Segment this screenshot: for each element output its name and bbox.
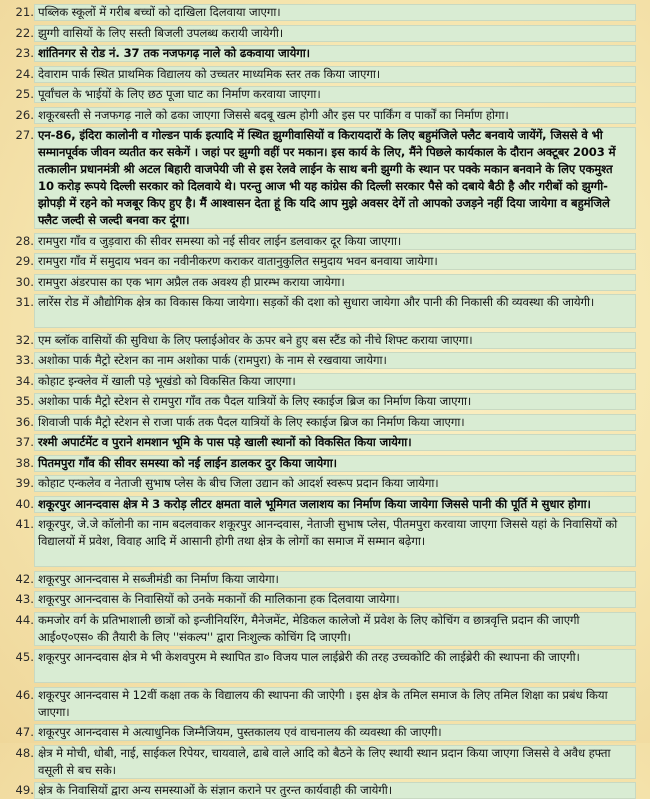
item-number: 27. <box>15 128 34 142</box>
item-number: 40. <box>15 496 34 511</box>
list-item <box>0 253 650 270</box>
list-item <box>0 86 650 103</box>
list-item <box>0 66 650 83</box>
item-number: 22. <box>15 25 34 40</box>
item-number: 30. <box>15 274 34 289</box>
item-text: देवाराम पार्क स्थित प्राथमिक विद्यालय को उच्चतर माध्यमिक स्तर तक किया जाएगा। <box>38 66 381 81</box>
item-text: शकूरबस्ती से नजफगढ़ नाले को ढका जाएगा जिससे बदबू खत्म होगी और इस पर पार्किंग व पार्कों का निर्माण होगा। <box>38 107 509 122</box>
list-item <box>0 455 650 472</box>
list-item <box>0 434 650 451</box>
item-number: 39. <box>15 476 34 490</box>
item-number: 44. <box>15 612 34 627</box>
list-item <box>0 4 650 21</box>
item-number: 45. <box>15 650 34 664</box>
list-item <box>0 294 650 328</box>
item-text: अशोका पार्क मैट्रो स्टेशन का नाम अशोका पार्क (रामपुरा) के नाम से रखवाया जायेगा। <box>38 353 387 367</box>
item-number: 23. <box>15 46 34 60</box>
item-number: 31. <box>15 295 34 309</box>
list-item <box>0 352 650 369</box>
list-item <box>0 516 650 567</box>
list-item <box>0 591 650 608</box>
item-text: शकूरपुर आनन्दवास मे अत्याधुनिक जिम्नैजियम, पुस्तकालय एवं वाचनालय की व्यवस्था की जाएगी। <box>38 725 442 739</box>
item-number: 37. <box>15 435 34 449</box>
item-number: 26. <box>15 107 34 122</box>
item-text: शकूरपुर आनन्दवास क्षेत्र मे भी केशवपुरम मे स्थापित डा० विजय पाल लाईब्रेरी की तरह उच्चकोटि की लाईब्रेरी की स्थापना की जाएगी। <box>38 650 580 664</box>
item-text: शकूरपुर आनन्दवास मे सब्जीमंडी का निर्माण किया जायेगा। <box>38 571 279 586</box>
item-text: शकूरपुर, जे.जे कॉलोनी का नाम बदलवाकर शकूरपुर आनन्दवास, नेताजी सुभाष प्लेस, पीतमपुरा करवाया जाएगा जिससे यहां के निवासियों को विद्यालयों में प्रवेश, विवाह आदि में आसानी होगी तथा क्षेत्र के लोगों का समाज में सम्मान बढ़ेगा। <box>38 517 618 548</box>
list-item <box>0 107 650 124</box>
item-text: शांतिनगर से रोड नं. 37 तक नजफगढ़ नाले को ढकवाया जायेगा। <box>38 46 310 60</box>
item-text: कोहाट एन्कलेव व नेताजी सुभाष प्लेस के बीच जिला उद्यान को आदर्श स्वरूप प्रदान किया जायेगा। <box>38 476 439 490</box>
list-item <box>0 25 650 42</box>
item-number: 24. <box>15 66 34 81</box>
item-text: एन-86, इंदिरा कालोनी व गोल्डन पार्क इत्यादि में स्थित झुग्गीवासियों व किरायदारों के लिए बहुमंजिले फ्लैट बनवाये जायेंगें, जिससे वे भी सम्मानपूर्वक जीवन व्यतीत कर सकेगें । जहां पर झुग्गी वहीं पर मकान। इस कार्य के लिए, मैंने पिछले कार्यकाल के दौरान अक्टूबर 2003 में तत्कालीन प्रधानमंत्री श्री अटल बिहारी वाजपेयी जी से इस रेलवे लाईन के साथ बनी झुग्गी के स्थान पर पक्के मकान बनवाने के लिए एकमुश्त 10 करोड़ रूपये दिल्ली सरकार को दिलवाये थे। परन्तु आज भी यह कांग्रेस की दिल्ली सरकार पैसे को दबाये बैठी है और गरीबों को झुग्गी-झोपड़ी में रहने को मजबूर किए हुए है। मैं आश्वासन देता हूं कि यदि आप मुझे अवसर देगें तो आपको उजड़ने नहीं दिया जायेगा व बहुमंजिले फ्लैट जल्दी से जल्दी बनवा कर दूंगा। <box>38 128 616 227</box>
item-text: रामपुरा गाँव में समुदाय भवन का नवीनीकरण कराकर वातानुकुलित समुदाय भवन बनवाया जायेगा। <box>38 254 438 268</box>
list-item <box>0 782 650 799</box>
item-number: 33. <box>15 353 34 367</box>
item-text: रामपुरा गाँव व जुड़वारा की सीवर समस्या को नई सीवर लाईन डलवाकर दूर किया जाएगा। <box>38 233 402 248</box>
list-item <box>0 496 650 513</box>
list-item <box>0 687 650 721</box>
list-item <box>0 45 650 62</box>
item-text: पूर्वांचल के भाईयों के लिए छठ पूजा घाट का निर्माण करवाया जाएगा। <box>38 87 321 101</box>
list-item <box>0 475 650 492</box>
list-item <box>0 332 650 349</box>
item-number: 21. <box>15 5 34 19</box>
list-item <box>0 373 650 390</box>
item-number: 38. <box>15 455 34 470</box>
list-item <box>0 571 650 588</box>
item-text: झुग्गी वासियों के लिए सस्ती बिजली उपलब्ध करायी जायेगी। <box>38 25 284 40</box>
item-number: 35. <box>15 394 34 408</box>
item-number: 25. <box>15 87 34 101</box>
item-number: 34. <box>15 373 34 388</box>
item-number: 29. <box>15 254 34 268</box>
item-number: 48. <box>15 745 34 760</box>
list-item <box>0 612 650 646</box>
item-number: 47. <box>15 725 34 739</box>
item-text: अशोका पार्क मैट्रो स्टेशन से रामपुरा गाँव तक पैदल यात्रियों के लिए स्काईज ब्रिज का निर्माण किया जाएगा। <box>38 394 472 408</box>
item-text: रश्मी अपार्टमेंट व पुराने शमशान भूमि के पास पड़े खाली स्थानों को विकसित किया जायेगा। <box>38 435 412 449</box>
list-item <box>0 649 650 683</box>
item-text: कोहाट इन्क्लेव में खाली पड़े भूखंडो को विकसित किया जाएगा। <box>38 373 296 388</box>
item-text: क्षेत्र मे मोची, धोबी, नाई, साईकल रिपेयर, चायवाले, ढाबे वाले आदि को बैठने के लिए स्थायी स्थान प्रदान किया जाएगा जिससे वे अवैध हफ्ता वसूली से बच सके। <box>38 745 611 777</box>
item-number: 46. <box>15 687 34 702</box>
item-number: 36. <box>15 414 34 429</box>
item-text: लारेंस रोड में औद्योगिक क्षेत्र का विकास किया जायेगा। सड़कों की दशा को सुधारा जायेगा और पानी की निकासी की व्यवस्था की जायेगी। <box>38 295 595 309</box>
item-number: 32. <box>15 332 34 347</box>
list-item <box>0 393 650 410</box>
item-number: 43. <box>15 592 34 606</box>
item-text: पब्लिक स्कूलों में गरीब बच्चों को दाखिला दिलवाया जाएगा। <box>38 5 281 19</box>
item-number: 28. <box>15 233 34 248</box>
list-item <box>0 745 650 779</box>
item-text: कमजोर वर्ग के प्रतिभाशाली छात्रों को इन्जीनियरिंग, मैनेजमेंट, मेडिकल कालेजो में प्रवेश के लिए कोचिंग व छात्रवृत्ति प्रदान की जाएगी आई०ए०एस० की तैयारी के लिए ''संकल्प'' द्वारा निःशुल्क कोचिंग दि जाएगी। <box>38 612 580 644</box>
item-text: शकूरपुर आनन्दवास के निवासियों को उनके मकानों की मालिकाना हक दिलवाया जायेगा। <box>38 592 400 606</box>
item-text: शकूरपुर आनन्दवास क्षेत्र मे 3 करोड़ लीटर क्षमता वाले भूमिगत जलाशय का निर्माण किया जायेगा जिससे पानी की पूर्ति मे सुधार होगा। <box>38 496 591 511</box>
item-number: 42. <box>15 571 34 586</box>
list-item <box>0 274 650 291</box>
item-number: 41. <box>15 517 34 531</box>
item-text: एम ब्लॉक वासियों की सुविधा के लिए फ्लाईओवर के ऊपर बने हुए बस स्टैंड को नीचे शिफ्ट कराया जाएगा। <box>38 332 473 347</box>
list-item <box>0 724 650 741</box>
list-item <box>0 233 650 250</box>
item-text: रामपुरा अंडरपास का एक भाग अप्रैल तक अवश्य ही प्रारम्भ कराया जायेगा। <box>38 274 345 289</box>
list-item <box>0 127 650 229</box>
item-number: 49. <box>15 783 34 797</box>
list-item <box>0 414 650 431</box>
item-text: पितमपुरा गाँव की सीवर समस्या को नई लाईन डालकर दुर किया जायेगा। <box>38 455 337 470</box>
item-text: शिवाजी पार्क मैट्रो स्टेशन से राजा पार्क तक पैदल यात्रियों के लिए स्काईज ब्रिज का निर्माण किया जाएगा। <box>38 414 465 429</box>
item-text: क्षेत्र के निवासियों द्वारा अन्य समस्याओं के संज्ञान कराने पर तुरन्त कार्यवाही की जायेगी। <box>38 783 393 797</box>
item-text: शकूरपुर आनन्दवास मे 12वीं कक्षा तक के विद्यालय की स्थापना की जाऐगी । इस क्षेत्र के तमिल समाज के लिए तमिल शिक्षा का प्रबंध किया जाएगा। <box>38 687 608 719</box>
